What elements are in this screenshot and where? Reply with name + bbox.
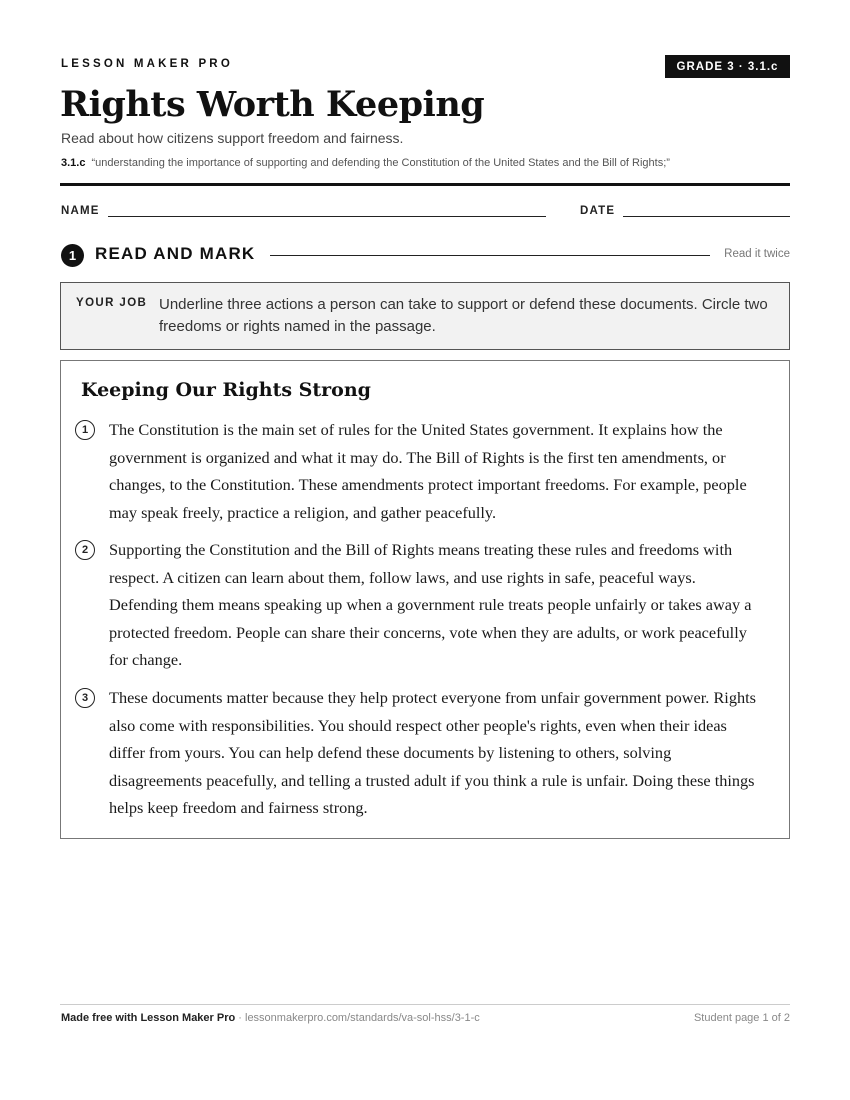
paragraph-text: The Constitution is the main set of rules for the United States government. It explains how the government is organized and what it may do. The Bill of Rights is the first ten amendments, or changes, to the Constitution. These amendments protect important freedoms. For example, people may speak freely, practice a religion, and gather peacefully. xyxy=(109,420,747,522)
page-title: Rights Worth Keeping xyxy=(60,84,485,125)
paragraph xyxy=(75,536,780,674)
instructions-box xyxy=(60,282,790,350)
standard-text: “understanding the importance of supporting and defending the Constitution of the United States and the Bill of Rights;” xyxy=(91,157,670,169)
grade-badge: GRADE 3 · 3.1.c xyxy=(665,55,790,78)
name-field[interactable] xyxy=(108,216,546,217)
instructions-label: YOUR JOB xyxy=(76,297,148,309)
paragraph-number-badge: 1 xyxy=(75,420,95,440)
standard-reference xyxy=(61,157,670,169)
paragraph xyxy=(75,416,780,526)
standard-code: 3.1.c xyxy=(61,157,86,169)
section-divider xyxy=(270,255,710,256)
section-title: READ AND MARK xyxy=(95,244,256,263)
name-label: NAME xyxy=(61,205,100,217)
header-divider xyxy=(60,183,790,186)
paragraph-text: Supporting the Constitution and the Bill of Rights means treating these rules and freedoms with respect. A citizen can learn about them, follow laws, and use rights in safe, peaceful ways. Defending them means speaking up when a government rule treats people unfairly or takes away a protected freedom. People can share their concerns, vote when they are adults, or work peacefully for change. xyxy=(109,540,752,669)
footer-credit xyxy=(61,1012,480,1024)
paragraph-number-badge: 2 xyxy=(75,540,95,560)
section-hint: Read it twice xyxy=(724,248,790,260)
date-field[interactable] xyxy=(623,216,790,217)
page-subtitle: Read about how citizens support freedom and fairness. xyxy=(61,130,404,146)
section-number-badge: 1 xyxy=(61,244,84,267)
passage-title: Keeping Our Rights Strong xyxy=(81,379,371,401)
paragraph xyxy=(75,684,780,822)
instructions-text: Underline three actions a person can take to support or defend these documents. Circle two freedoms or rights named in the passage. xyxy=(159,296,768,335)
passage-box xyxy=(60,360,790,839)
footer-separator: · xyxy=(235,1012,245,1024)
paragraph-text: These documents matter because they help protect everyone from unfair government power. Rights also come with responsibilities. You should respect other people's rights, even when their ideas differ from yours. You can help defend these documents by listening to others, solving disagreements peacefully, and telling a trusted adult if you think a rule is unfair. Doing these things helps keep freedom and fairness strong. xyxy=(109,688,756,817)
footer-divider xyxy=(60,1004,790,1005)
footer-url-link[interactable]: lessonmakerpro.com/standards/va-sol-hss/3-1-c xyxy=(245,1012,480,1024)
footer-page-indicator: Student page 1 of 2 xyxy=(693,1012,790,1024)
date-label: DATE xyxy=(580,205,616,217)
paragraph-number-badge: 3 xyxy=(75,688,95,708)
brand-name: LESSON MAKER PRO xyxy=(61,58,233,70)
footer-made-with: Made free with Lesson Maker Pro xyxy=(61,1012,236,1024)
